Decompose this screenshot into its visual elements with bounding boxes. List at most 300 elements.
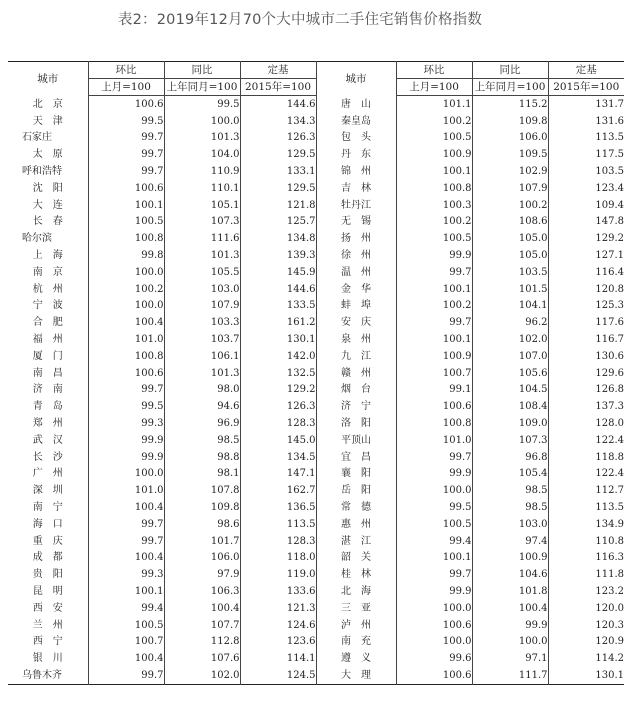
table-row	[8, 331, 624, 348]
table-row	[8, 96, 624, 113]
yoy-cell: 102.9	[472, 163, 548, 180]
yoy-cell: 107.9	[164, 298, 240, 315]
yoy-cell: 105.0	[472, 247, 548, 264]
table-row	[8, 634, 624, 651]
yoy-subheader: 上年同月=100	[164, 79, 240, 96]
mom-cell: 100.0	[88, 466, 164, 483]
mom-cell: 100.5	[88, 617, 164, 634]
city-cell: 哈尔滨	[22, 233, 52, 245]
base-cell: 131.7	[548, 96, 624, 113]
base-cell: 161.2	[240, 314, 316, 331]
yoy-cell: 102.0	[472, 331, 548, 348]
base-cell: 134.8	[240, 230, 316, 247]
table-row	[8, 230, 624, 247]
yoy-cell: 98.5	[164, 432, 240, 449]
yoy-cell: 104.1	[472, 298, 548, 315]
city-cell: 济 南	[32, 384, 63, 396]
mom-cell: 99.6	[396, 650, 472, 667]
yoy-cell: 105.4	[472, 466, 548, 483]
base-cell: 114.2	[548, 650, 624, 667]
table-row	[8, 314, 624, 331]
city-cell: 厦 门	[32, 350, 63, 362]
base-cell: 109.4	[548, 197, 624, 214]
table-row	[8, 449, 624, 466]
base-cell: 117.5	[548, 146, 624, 163]
mom-cell: 100.9	[396, 348, 472, 365]
base-cell: 116.3	[548, 550, 624, 567]
yoy-cell: 100.4	[164, 600, 240, 617]
table-row	[8, 466, 624, 483]
city-cell: 合 肥	[32, 317, 63, 329]
base-cell: 137.3	[548, 398, 624, 415]
mom-cell: 101.1	[396, 96, 472, 113]
yoy-cell: 96.9	[164, 415, 240, 432]
base-cell: 145.0	[240, 432, 316, 449]
mom-cell: 100.1	[88, 197, 164, 214]
mom-cell: 99.7	[396, 314, 472, 331]
yoy-cell: 98.1	[164, 466, 240, 483]
yoy-cell: 98.6	[164, 516, 240, 533]
yoy-cell: 105.5	[164, 264, 240, 281]
base-cell: 133.5	[240, 298, 316, 315]
table-row	[8, 566, 624, 583]
base-cell: 116.7	[548, 331, 624, 348]
mom-cell: 99.7	[88, 667, 164, 684]
base-cell: 128.3	[240, 533, 316, 550]
yoy-cell: 105.6	[472, 365, 548, 382]
mom-cell: 100.5	[396, 130, 472, 147]
city-cell: 昆 明	[32, 586, 63, 597]
base-cell: 123.2	[548, 583, 624, 600]
mom-cell: 99.4	[396, 533, 472, 550]
city-cell: 蚌 埠	[316, 298, 396, 315]
mom-cell: 100.6	[396, 398, 472, 415]
mom-cell: 99.5	[88, 398, 164, 415]
city-cell: 长 沙	[32, 451, 63, 463]
base-cell: 129.2	[240, 382, 316, 399]
city-cell: 福 州	[32, 334, 63, 346]
yoy-cell: 109.8	[472, 113, 548, 130]
base-cell: 110.8	[548, 533, 624, 550]
yoy-cell: 105.0	[472, 230, 548, 247]
yoy-cell: 107.9	[472, 180, 548, 197]
mom-cell: 99.7	[88, 382, 164, 399]
yoy-cell: 103.3	[164, 314, 240, 331]
base-cell: 125.7	[240, 214, 316, 231]
yoy-cell: 108.6	[472, 214, 548, 231]
city-cell: 沈 阳	[32, 182, 63, 194]
base-cell: 113.5	[240, 516, 316, 533]
city-cell: 宜 昌	[316, 449, 396, 466]
yoy-cell: 110.9	[164, 163, 240, 180]
city-cell: 韶 关	[316, 550, 396, 567]
base-cell: 113.5	[548, 499, 624, 516]
mom-cell: 99.7	[88, 516, 164, 533]
city-cell: 贵 阳	[32, 569, 63, 581]
city-cell: 宁 波	[32, 300, 63, 312]
base-cell: 142.0	[240, 348, 316, 365]
table-row	[8, 348, 624, 365]
yoy-cell: 111.6	[164, 230, 240, 247]
mom-cell: 100.2	[396, 298, 472, 315]
city-cell: 金 华	[316, 281, 396, 298]
base-cell: 129.5	[240, 180, 316, 197]
mom-cell: 99.5	[88, 113, 164, 130]
city-cell: 吉 林	[316, 180, 396, 197]
city-cell: 烟 台	[316, 382, 396, 399]
mom-cell: 99.5	[396, 499, 472, 516]
base-cell: 121.8	[240, 197, 316, 214]
yoy-cell: 108.4	[472, 398, 548, 415]
yoy-cell: 104.0	[164, 146, 240, 163]
mom-cell: 100.0	[88, 298, 164, 315]
base-cell: 130.1	[548, 667, 624, 684]
yoy-cell: 101.5	[472, 281, 548, 298]
yoy-cell: 99.9	[472, 617, 548, 634]
yoy-header: 同比	[164, 62, 240, 79]
city-cell: 上 海	[32, 250, 63, 262]
yoy-cell: 100.0	[472, 634, 548, 651]
base-cell: 112.7	[548, 482, 624, 499]
table-row	[8, 180, 624, 197]
base-cell: 134.5	[240, 449, 316, 466]
base-cell: 125.3	[548, 298, 624, 315]
mom-cell: 100.4	[88, 499, 164, 516]
mom-cell: 101.0	[88, 482, 164, 499]
table-row	[8, 247, 624, 264]
mom-header: 环比	[396, 62, 472, 79]
mom-cell: 100.4	[88, 550, 164, 567]
mom-cell: 99.9	[396, 466, 472, 483]
mom-cell: 100.4	[88, 314, 164, 331]
base-cell: 119.0	[240, 566, 316, 583]
mom-cell: 100.5	[88, 214, 164, 231]
base-cell: 123.6	[240, 634, 316, 651]
yoy-cell: 100.0	[164, 113, 240, 130]
table-row	[8, 214, 624, 231]
mom-cell: 100.1	[88, 583, 164, 600]
table-row	[8, 146, 624, 163]
mom-cell: 100.1	[396, 281, 472, 298]
mom-cell: 100.0	[396, 600, 472, 617]
yoy-cell: 99.5	[164, 96, 240, 113]
yoy-cell: 103.0	[472, 516, 548, 533]
city-cell: 呼和浩特	[22, 166, 62, 178]
city-cell: 西 宁	[32, 636, 63, 648]
base-cell: 136.5	[240, 499, 316, 516]
base-cell: 113.5	[548, 130, 624, 147]
city-header: 城市	[37, 72, 59, 85]
city-cell: 北 海	[316, 583, 396, 600]
city-cell: 太 原	[32, 149, 63, 161]
city-cell: 温 州	[316, 264, 396, 281]
mom-cell: 99.9	[88, 432, 164, 449]
mom-cell: 100.6	[396, 617, 472, 634]
base-subheader: 2015年=100	[548, 79, 624, 96]
city-cell: 济 宁	[316, 398, 396, 415]
city-cell: 襄 阳	[316, 466, 396, 483]
base-cell: 116.4	[548, 264, 624, 281]
base-cell: 120.8	[548, 281, 624, 298]
city-cell: 桂 林	[316, 566, 396, 583]
table-body	[8, 96, 624, 685]
base-cell: 117.6	[548, 314, 624, 331]
base-cell: 122.4	[548, 432, 624, 449]
table-row	[8, 382, 624, 399]
table-row	[8, 264, 624, 281]
mom-cell: 99.1	[396, 382, 472, 399]
yoy-cell: 106.0	[472, 130, 548, 147]
mom-cell: 100.4	[88, 650, 164, 667]
yoy-cell: 106.1	[164, 348, 240, 365]
city-cell: 郑 州	[32, 418, 63, 430]
base-cell: 129.2	[548, 230, 624, 247]
city-cell: 南 宁	[32, 502, 63, 514]
mom-cell: 100.2	[396, 113, 472, 130]
base-cell: 124.6	[240, 617, 316, 634]
table-row	[8, 365, 624, 382]
mom-cell: 100.7	[88, 634, 164, 651]
yoy-cell: 96.2	[472, 314, 548, 331]
city-cell: 乌鲁木齐	[22, 669, 62, 681]
base-cell: 128.3	[240, 415, 316, 432]
yoy-cell: 100.4	[472, 600, 548, 617]
mom-cell: 100.2	[88, 281, 164, 298]
city-cell: 南 昌	[32, 367, 63, 379]
yoy-cell: 109.5	[472, 146, 548, 163]
yoy-cell: 103.7	[164, 331, 240, 348]
mom-header: 环比	[88, 62, 164, 79]
city-cell: 泉 州	[316, 331, 396, 348]
mom-cell: 100.5	[396, 516, 472, 533]
mom-cell: 100.3	[396, 197, 472, 214]
base-header: 定基	[240, 62, 316, 79]
base-cell: 126.8	[548, 382, 624, 399]
city-cell: 重 庆	[32, 535, 63, 547]
base-cell: 129.6	[548, 365, 624, 382]
mom-cell: 100.1	[396, 331, 472, 348]
base-cell: 118.8	[548, 449, 624, 466]
base-cell: 144.6	[240, 96, 316, 113]
base-cell: 145.9	[240, 264, 316, 281]
base-cell: 134.3	[240, 113, 316, 130]
base-subheader: 2015年=100	[240, 79, 316, 96]
table-row	[8, 398, 624, 415]
yoy-cell: 98.5	[472, 482, 548, 499]
yoy-cell: 109.8	[164, 499, 240, 516]
mom-cell: 99.9	[396, 583, 472, 600]
mom-cell: 100.0	[396, 482, 472, 499]
table-row	[8, 533, 624, 550]
mom-cell: 100.6	[88, 365, 164, 382]
table-row	[8, 667, 624, 684]
base-cell: 133.6	[240, 583, 316, 600]
mom-cell: 100.8	[88, 348, 164, 365]
yoy-cell: 107.6	[164, 650, 240, 667]
base-cell: 144.6	[240, 281, 316, 298]
city-cell: 南 京	[32, 266, 63, 278]
city-cell: 九 江	[316, 348, 396, 365]
yoy-header: 同比	[472, 62, 548, 79]
header-row-top	[8, 62, 624, 79]
table-row	[8, 550, 624, 567]
base-cell: 134.9	[548, 516, 624, 533]
table-row	[8, 600, 624, 617]
table-row	[8, 482, 624, 499]
mom-cell: 99.4	[88, 600, 164, 617]
mom-cell: 99.3	[88, 566, 164, 583]
yoy-cell: 98.8	[164, 449, 240, 466]
mom-cell: 99.3	[88, 415, 164, 432]
yoy-cell: 109.0	[472, 415, 548, 432]
table-row	[8, 432, 624, 449]
yoy-cell: 98.0	[164, 382, 240, 399]
mom-cell: 99.7	[88, 163, 164, 180]
yoy-cell: 102.0	[164, 667, 240, 684]
yoy-cell: 101.3	[164, 247, 240, 264]
base-cell: 118.0	[240, 550, 316, 567]
city-cell: 兰 州	[32, 619, 63, 631]
base-cell: 111.8	[548, 566, 624, 583]
base-cell: 162.7	[240, 482, 316, 499]
yoy-cell: 97.4	[472, 533, 548, 550]
base-cell: 120.3	[548, 617, 624, 634]
yoy-cell: 103.5	[472, 264, 548, 281]
base-cell: 147.8	[548, 214, 624, 231]
yoy-cell: 101.8	[472, 583, 548, 600]
table-row	[8, 130, 624, 147]
yoy-cell: 107.3	[472, 432, 548, 449]
yoy-cell: 101.7	[164, 533, 240, 550]
yoy-cell: 107.0	[472, 348, 548, 365]
mom-cell: 99.7	[88, 146, 164, 163]
mom-cell: 100.6	[88, 180, 164, 197]
base-cell: 132.5	[240, 365, 316, 382]
mom-cell: 100.1	[396, 163, 472, 180]
table-row	[8, 516, 624, 533]
table-row	[8, 163, 624, 180]
base-cell: 126.3	[240, 130, 316, 147]
city-cell: 秦皇岛	[316, 113, 396, 130]
base-cell: 114.1	[240, 650, 316, 667]
mom-cell: 101.0	[396, 432, 472, 449]
table-row	[8, 650, 624, 667]
price-index-table	[8, 61, 624, 685]
mom-cell: 100.6	[88, 96, 164, 113]
yoy-cell: 97.9	[164, 566, 240, 583]
yoy-cell: 106.0	[164, 550, 240, 567]
table-row	[8, 197, 624, 214]
city-cell: 北 京	[32, 98, 63, 110]
city-cell: 湛 江	[316, 533, 396, 550]
mom-subheader: 上月=100	[88, 79, 164, 96]
mom-cell: 100.8	[396, 180, 472, 197]
base-cell: 120.9	[548, 634, 624, 651]
yoy-cell: 110.1	[164, 180, 240, 197]
city-cell: 常 德	[316, 499, 396, 516]
city-cell: 扬 州	[316, 230, 396, 247]
city-cell: 遵 义	[316, 650, 396, 667]
mom-cell: 100.1	[396, 550, 472, 567]
mom-cell: 99.7	[396, 449, 472, 466]
base-cell: 129.5	[240, 146, 316, 163]
city-header: 城市	[316, 62, 396, 96]
yoy-cell: 107.8	[164, 482, 240, 499]
table-row	[8, 617, 624, 634]
yoy-cell: 100.2	[472, 197, 548, 214]
city-cell: 三 亚	[316, 600, 396, 617]
city-cell: 成 都	[32, 552, 63, 564]
table-row	[8, 113, 624, 130]
city-cell: 杭 州	[32, 283, 63, 295]
city-cell: 无 锡	[316, 214, 396, 231]
city-cell: 广 州	[32, 468, 63, 480]
mom-cell: 100.5	[396, 230, 472, 247]
yoy-cell: 115.2	[472, 96, 548, 113]
city-cell: 包 头	[316, 130, 396, 147]
city-cell: 大 连	[32, 199, 63, 211]
mom-cell: 99.9	[396, 247, 472, 264]
city-cell: 武 汉	[32, 434, 63, 446]
table-row	[8, 499, 624, 516]
base-header: 定基	[548, 62, 624, 79]
city-cell: 岳 阳	[316, 482, 396, 499]
mom-cell: 100.0	[396, 634, 472, 651]
base-cell: 127.1	[548, 247, 624, 264]
mom-cell: 100.8	[88, 230, 164, 247]
mom-cell: 100.0	[88, 264, 164, 281]
city-cell: 泸 州	[316, 617, 396, 634]
mom-cell: 100.7	[396, 365, 472, 382]
yoy-cell: 112.8	[164, 634, 240, 651]
table-row	[8, 583, 624, 600]
base-cell: 126.3	[240, 398, 316, 415]
yoy-cell: 101.3	[164, 130, 240, 147]
mom-cell: 100.6	[396, 667, 472, 684]
city-cell: 洛 阳	[316, 415, 396, 432]
city-cell: 惠 州	[316, 516, 396, 533]
base-cell: 147.1	[240, 466, 316, 483]
yoy-cell: 97.1	[472, 650, 548, 667]
mom-cell: 100.2	[396, 214, 472, 231]
city-cell: 牡丹江	[316, 197, 396, 214]
city-cell: 南 充	[316, 634, 396, 651]
base-cell: 131.6	[548, 113, 624, 130]
table-title: 表2：2019年12月70个大中城市二手住宅销售价格指数	[117, 12, 483, 28]
city-cell: 银 川	[32, 653, 63, 665]
city-cell: 青 岛	[32, 401, 63, 413]
base-cell: 124.5	[240, 667, 316, 684]
city-cell: 长 春	[32, 216, 63, 228]
mom-cell: 99.8	[88, 247, 164, 264]
yoy-cell: 106.3	[164, 583, 240, 600]
yoy-cell: 98.5	[472, 499, 548, 516]
base-cell: 121.3	[240, 600, 316, 617]
base-cell: 128.0	[548, 415, 624, 432]
city-cell: 西 安	[32, 602, 63, 614]
base-cell: 139.3	[240, 247, 316, 264]
yoy-cell: 100.9	[472, 550, 548, 567]
city-cell: 大 理	[316, 667, 396, 684]
yoy-cell: 105.1	[164, 197, 240, 214]
city-cell: 天 津	[32, 115, 63, 127]
mom-cell: 100.9	[396, 146, 472, 163]
base-cell: 133.1	[240, 163, 316, 180]
yoy-cell: 111.7	[472, 667, 548, 684]
city-cell: 平顶山	[316, 432, 396, 449]
yoy-cell: 96.8	[472, 449, 548, 466]
city-cell: 锦 州	[316, 163, 396, 180]
